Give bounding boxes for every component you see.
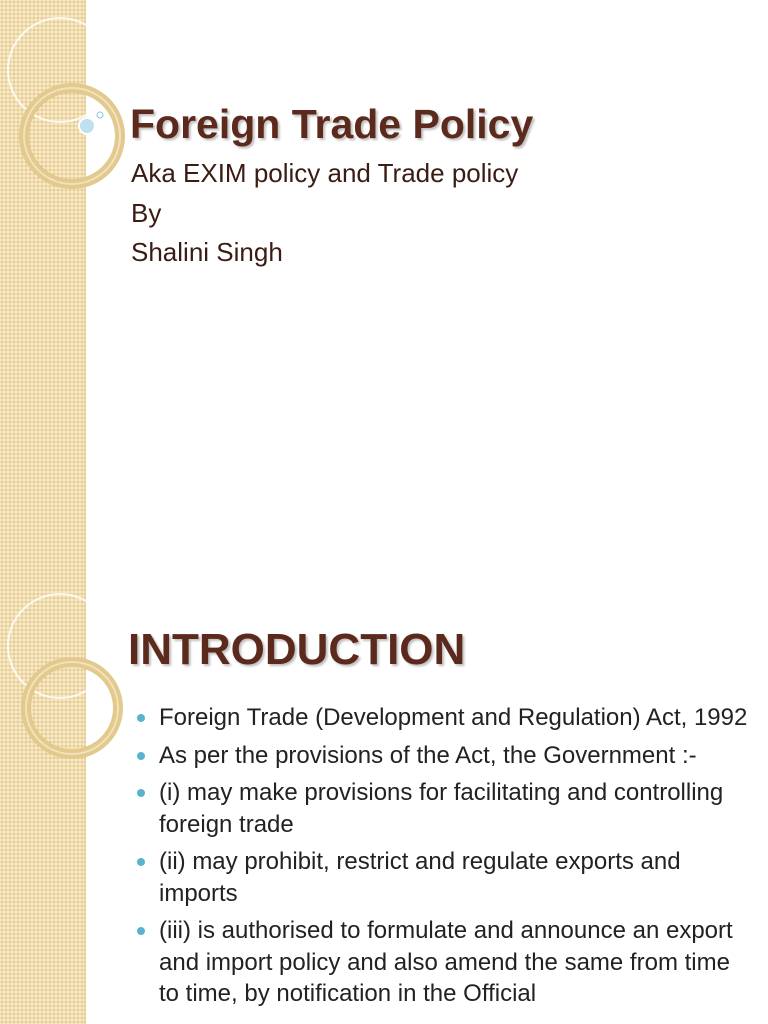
bullet-list: [159, 702, 749, 1016]
list-item: [159, 740, 749, 772]
bullet-text: Foreign Trade (Development and Regulation) Act, 1992: [159, 704, 748, 731]
bullet-text: As per the provisions of the Act, the Government :-: [159, 741, 697, 769]
bullet-icon: [137, 752, 145, 760]
subtitle-line: By: [131, 197, 162, 228]
subtitle-line: Shalini Singh: [131, 237, 283, 267]
bullet-icon: [137, 789, 145, 797]
bullet-icon: [137, 858, 145, 866]
bullet-icon: [137, 927, 145, 935]
list-item: [159, 702, 749, 734]
bullet-text: (iii) is authorised to formulate and announce an export and import policy and also amend the same from time to time, by notification in the Official: [159, 917, 733, 1007]
subtitle-line: Aka EXIM policy and Trade policy: [131, 158, 519, 188]
slide-title: INTRODUCTION: [128, 625, 466, 674]
list-item: [159, 846, 749, 909]
slide-introduction: [0, 576, 768, 1024]
decorative-side-band: [0, 576, 86, 1024]
list-item: [159, 915, 749, 1010]
bullet-text: (ii) may prohibit, restrict and regulate exports and imports: [159, 848, 681, 907]
list-item: [159, 777, 749, 840]
bullet-icon: [137, 714, 145, 722]
slide-subtitle: [131, 154, 518, 273]
bullet-text: (i) may make provisions for facilitating and controlling foreign trade: [159, 779, 724, 838]
slide-title: Foreign Trade Policy: [130, 101, 534, 147]
decorative-side-band: [0, 0, 86, 576]
